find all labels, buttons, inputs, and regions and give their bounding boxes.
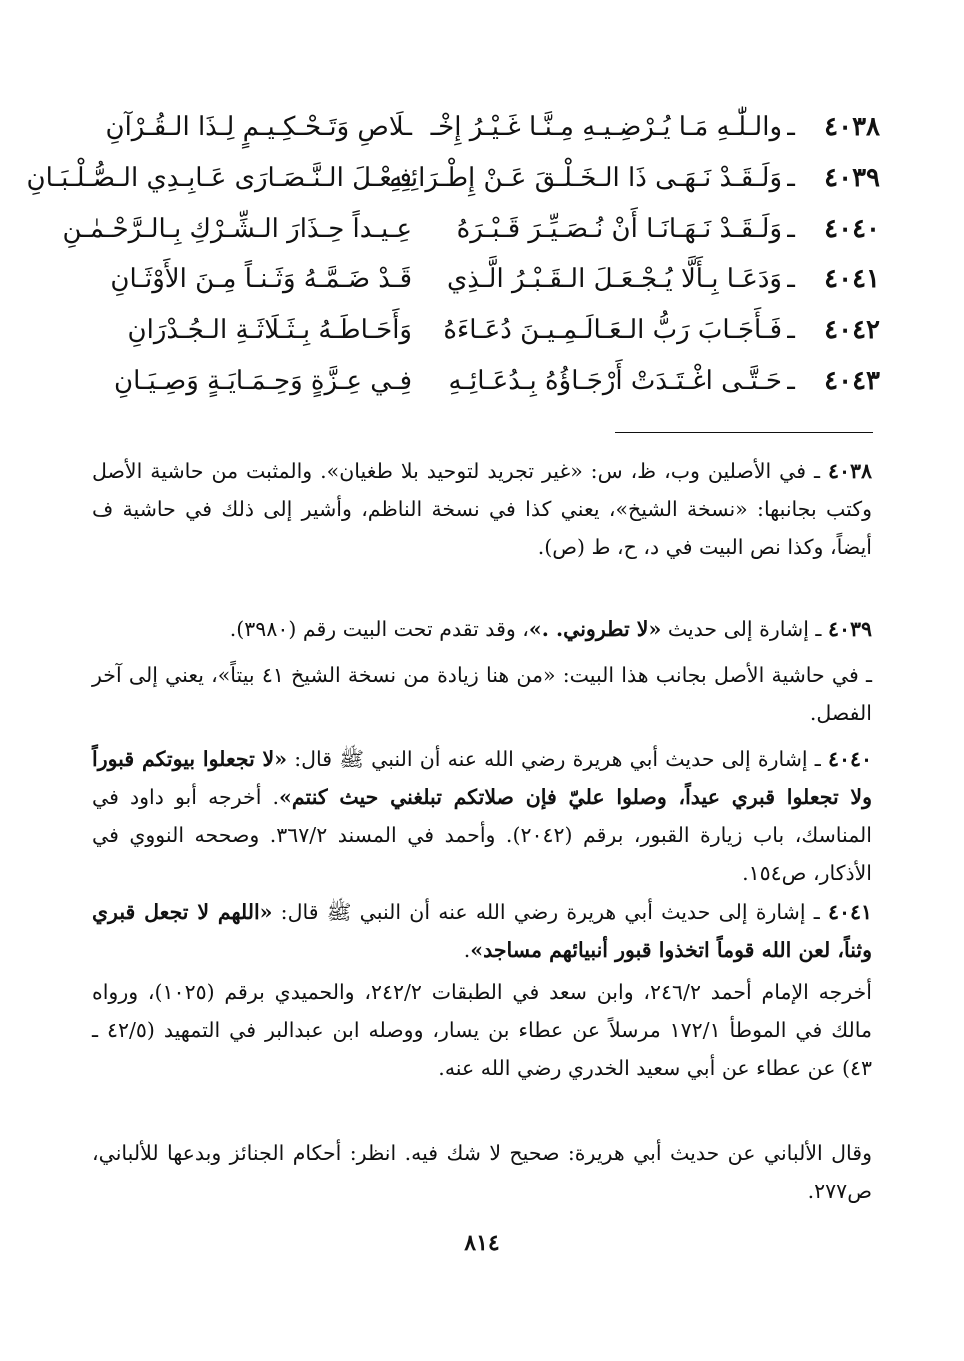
verse-4038: ٤٠٣٨ ـ والـلّٰـهِ مَـا يُـرْضِـيـهِ مِـنَّـا غَـيْـرُ إِخْـ ـلَاصِ وَتَـحْـكِـيـمٍ لِـذَا الـقُـرْآنِ	[80, 107, 880, 147]
footnote-text: أخرجه الإمام أحمد ٢٤٦/٢، وابن سعد في الطبقات ٢٤٢/٢، والحميدي برقم (١٠٢٥)، ورواه مالك في الموطأ ١٧٢/١ مرسلاً عن عطاء بن يسار، ووصله ابن عبدالبر في التمهيد (٤٢/٥ ـ ٤٣) عن عطاء عن أبي سعيد الخدري رضي الله عنه.	[92, 980, 872, 1080]
footnote-number: ٤٠٣٨	[827, 459, 873, 483]
verse-second-hemistich: وَأَحَـاطَـهُ بِـثَـلَاثَـةِ الـجُـدْرَانِ	[127, 315, 412, 345]
verse-first-hemistich: وَلَـقَـدْ نَـهَـى ذَا الـخَـلْـقَ عَـنْ إِطْـرَائِـهِ	[389, 163, 782, 193]
verse-first-hemistich: وَلَـقَـدْ نَـهَـانَـا أَنْ نُـصَـيِّـرَ قَـبْـرَهُ	[456, 214, 782, 244]
verse-first-hemistich: فَـأَجَـابَ رَبُّ الـعَـالَـمِـيـنَ دُعَـاءَهُ	[443, 315, 782, 345]
verse-number: ٤٠٤١	[824, 264, 880, 294]
verse-first-hemistich: وَدَعَـا بِـأَلَّا يُـجْـعَـلَ الـقَـبْـرُ الَّـذِي	[446, 264, 782, 294]
footnote-hadith: «لا تجعلوا بيوتكم قبوراً ولا تجعلوا قبري عيداً، وصلوا عليّ فإن صلاتكم تبلغني حيث كنتم»	[92, 747, 872, 809]
footnote-text: . أخرجه أبو داود في المناسك، باب زيارة القبور، برقم (٢٠٤٢). وأحمد في المسند ٣٦٧/٢. وصححه النووي في الأذكار، ص١٥٤.	[92, 785, 872, 885]
footnote-text: إشارة إلى حديث أبي هريرة رضي الله عنه أن النبي ﷺ قال:	[287, 747, 808, 771]
footnote-text: ـ في حاشية الأصل بجانب هذا البيت: «من هنا زيادة من نسخة الشيخ ٤١ بيتاً»، يعني إلى آخر الفصل.	[92, 663, 872, 725]
verse-number: ٤٠٣٨	[824, 112, 880, 142]
verse-second-hemistich: ـلَاصِ وَتَـحْـكِـيـمٍ لِـذَا الـقُـرْآنِ	[105, 112, 412, 142]
verse-second-hemistich: فِـعْـلَ الـنَّـصَـارَى عَـابِـدِي الـصُّـلْـبَـانِ	[26, 163, 412, 193]
footnote-text: إشارة إلى حديث	[661, 617, 809, 641]
verse-4041: ٤٠٤١ ـ وَدَعَـا بِـأَلَّا يُـجْـعَـلَ الـقَـبْـرُ الَّـذِي قَـدْ ضَـمَّـهُ وَثَـنـاً مِـنَ الأَوْثَـانِ	[80, 259, 880, 299]
verse-second-hemistich: قَـدْ ضَـمَّـهُ وَثَـنـاً مِـنَ الأَوْثَـانِ	[110, 264, 412, 294]
footnote-4041-source	[92, 973, 872, 1087]
verse-number: ٤٠٤٣	[824, 366, 880, 396]
footnote-4041: ٤٠٤١ ـ إشارة إلى حديث أبي هريرة رضي الله عنه أن النبي ﷺ قال: «اللهم لا تجعل قبري وثناً، لعن الله قوماً اتخذوا قبور أنبيائهم مساجد».	[92, 900, 872, 962]
footnote-4041-albani	[92, 1134, 872, 1210]
footnote-text: إشارة إلى حديث أبي هريرة رضي الله عنه أن النبي ﷺ قال:	[272, 900, 806, 924]
footnote-text: ، وقد تقدم تحت البيت رقم (٣٩٨٠).	[229, 617, 529, 641]
verse-second-hemistich: فِـي عِـزَّةٍ وَحِـمَـايَـةٍ وَصِـيَـانِ	[114, 366, 412, 396]
footnote-4038: ٤٠٣٨ ـ في الأصلين وب، ظ، س: «غير تجريد لتوحيد بلا طغيان». والمثبت من حاشية الأصل وكتب بجانبها: «نسخة الشيخ»، يعني كذا في نسخة الناظم، وأشير إلى ذلك في حاشية ف أيضاً، وكذا نص البيت في د، ح، ط (ص).	[92, 459, 873, 559]
page-number: ٨١٤	[464, 1230, 500, 1256]
footnote-text: وقال الألباني عن حديث أبي هريرة: صحيح لا شك فيه. انظر: أحكام الجنائز وبدعها للألباني، ص٢٧٧.	[92, 1141, 872, 1203]
footnote-number: ٤٠٤٠	[827, 747, 873, 771]
footnote-hadith: «لا تطروني. .»	[528, 617, 662, 641]
verse-number: ٤٠٣٩	[824, 163, 880, 193]
verse-second-hemistich: عِـيـداً حِـذَارَ الـشِّـرْكِ بِـالـرَّحْـمٰـنِ	[62, 214, 412, 244]
footnote-4040: ٤٠٤٠ ـ إشارة إلى حديث أبي هريرة رضي الله عنه أن النبي ﷺ قال: «لا تجعلوا بيوتكم قبوراً ولا تجعلوا قبري عيداً، وصلوا عليّ فإن صلاتكم تبلغني حيث كنتم». أخرجه أبو داود في المناسك، باب زيارة القبور، برقم (٢٠٤٢). وأحمد في المسند ٣٦٧/٢. وصححه النووي في الأذكار، ص١٥٤.	[92, 747, 873, 885]
footnote-4039: ٤٠٣٩ ـ إشارة إلى حديث «لا تطروني. .»، وقد تقدم تحت البيت رقم (٣٩٨٠).	[229, 617, 872, 641]
verse-4040: ٤٠٤٠ ـ وَلَـقَـدْ نَـهَـانَـا أَنْ نُـصَـيِّـرَ قَـبْـرَهُ عِـيـداً حِـذَارَ الـشِّـرْكِ بِـالـرَّحْـمٰـنِ	[80, 209, 880, 249]
footnote-text: في الأصلين وب، ظ، س: «غير تجريد لتوحيد بلا طغيان». والمثبت من حاشية الأصل وكتب بجانبها: «نسخة الشيخ»، يعني كذا في نسخة الناظم، وأشير إلى ذلك في حاشية ف أيضاً، وكذا نص البيت في د، ح، ط (ص).	[92, 459, 872, 559]
verse-4039: ٤٠٣٩ ـ وَلَـقَـدْ نَـهَـى ذَا الـخَـلْـقَ عَـنْ إِطْـرَائِـهِ فِـعْـلَ الـنَّـصَـارَى عَـابِـدِي الـصُّـلْـبَـانِ	[80, 158, 880, 198]
footnote-number: ٤٠٣٩	[827, 617, 872, 641]
footnote-separator	[615, 432, 873, 433]
verse-first-hemistich: حَـتَّـى اغْـتَـدَتْ أَرْجَـاؤُهُ بِـدُعَـائِـهِ	[448, 366, 782, 396]
verse-number: ٤٠٤٢	[824, 315, 880, 345]
verse-4043: ٤٠٤٣ ـ حَـتَّـى اغْـتَـدَتْ أَرْجَـاؤُهُ بِـدُعَـائِـهِ فِـي عِـزَّةٍ وَحِـمَـايَـةٍ وَصِـيَـانِ	[80, 361, 880, 401]
verse-first-hemistich: والـلّٰـهِ مَـا يُـرْضِـيـهِ مِـنَّـا غَـيْـرُ إِخْـ	[430, 112, 782, 142]
footnote-hadith: «اللهم لا تجعل قبري وثناً، لعن الله قوماً اتخذوا قبور أنبيائهم مساجد»	[92, 900, 872, 962]
footnote-number: ٤٠٤١	[827, 900, 872, 924]
verse-4042: ٤٠٤٢ ـ فَـأَجَـابَ رَبُّ الـعَـالَـمِـيـنَ دُعَـاءَهُ وَأَحَـاطَـهُ بِـثَـلَاثَـةِ الـجُـدْرَانِ	[80, 310, 880, 350]
footnote-4039-extra	[92, 656, 872, 732]
footnote-text: .	[463, 938, 471, 962]
verse-number: ٤٠٤٠	[824, 214, 880, 244]
